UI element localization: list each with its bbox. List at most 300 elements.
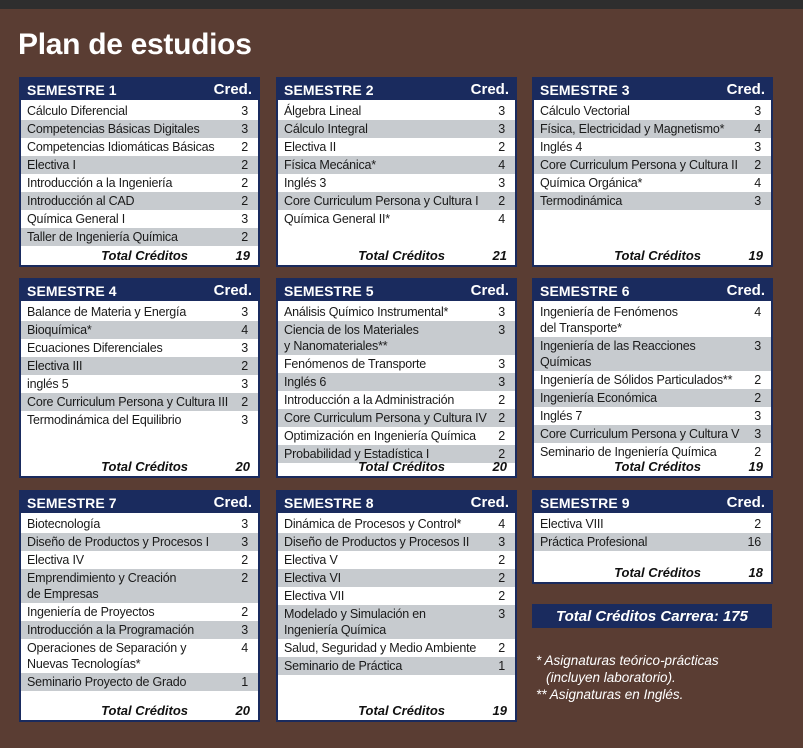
course-name-cell — [284, 175, 485, 191]
course-name: Física Mecánica* — [284, 158, 376, 172]
course-credits: 2 — [754, 517, 761, 531]
semester-title: SEMESTRE 5 — [284, 282, 374, 299]
course-credits: 3 — [241, 377, 248, 391]
course-name-cell — [284, 139, 485, 155]
course-credits: 2 — [241, 571, 248, 585]
footnote-1: * Asignaturas teórico-prácticas — [536, 653, 719, 668]
semester-title: SEMESTRE 1 — [27, 81, 117, 98]
semester-card — [532, 490, 773, 584]
course-row — [534, 533, 771, 551]
course-name: Salud, Seguridad y Medio Ambiente — [284, 641, 477, 655]
course-name-cell — [27, 622, 228, 638]
course-credits: 3 — [498, 375, 505, 389]
course-row — [21, 639, 258, 673]
course-credits: 2 — [241, 158, 248, 172]
course-credits: 2 — [754, 391, 761, 405]
course-credits: 3 — [754, 140, 761, 154]
course-credits: 2 — [754, 445, 761, 459]
course-credits: 3 — [498, 176, 505, 190]
semester-total — [278, 456, 515, 476]
course-name-cell — [540, 426, 741, 442]
course-row — [21, 102, 258, 120]
course-name-cell — [540, 175, 741, 191]
total-value: 19 — [235, 247, 250, 263]
semester-title: SEMESTRE 2 — [284, 81, 374, 98]
course-row — [278, 391, 515, 409]
course-name: Electiva III — [27, 359, 83, 373]
course-row — [21, 303, 258, 321]
course-row — [534, 425, 771, 443]
course-name: Análisis Químico Instrumental* — [284, 305, 449, 319]
credits-header: Cred. — [213, 81, 252, 98]
course-name: Competencias Básicas Digitales — [27, 122, 200, 136]
total-label: Total Créditos — [614, 564, 701, 580]
course-row — [278, 321, 515, 355]
semester-total — [21, 456, 258, 476]
course-credits: 4 — [498, 212, 505, 226]
course-name: Core Curriculum Persona y Cultura II — [540, 158, 738, 172]
course-row — [21, 357, 258, 375]
course-row — [21, 515, 258, 533]
course-name: Introducción al CAD — [27, 194, 135, 208]
course-row — [278, 409, 515, 427]
course-row — [21, 174, 258, 192]
course-name-cell — [540, 372, 741, 388]
course-row — [21, 569, 258, 603]
course-row — [534, 138, 771, 156]
course-row — [278, 102, 515, 120]
course-credits: 3 — [498, 323, 505, 337]
course-credits: 2 — [498, 571, 505, 585]
course-name-line2: Químicas — [540, 355, 592, 369]
course-row — [278, 533, 515, 551]
course-credits: 3 — [241, 104, 248, 118]
credits-header: Cred. — [726, 494, 765, 511]
total-label: Total Créditos — [614, 247, 701, 263]
course-name-cell — [27, 121, 228, 137]
course-row — [21, 393, 258, 411]
course-credits: 2 — [241, 605, 248, 619]
course-name-cell — [284, 410, 487, 426]
course-name-cell — [540, 534, 741, 550]
course-name-line2: y Nanomateriales** — [284, 339, 388, 353]
course-credits: 2 — [241, 194, 248, 208]
semester-card — [532, 77, 773, 267]
total-label: Total Créditos — [358, 702, 445, 718]
course-list — [534, 301, 771, 461]
course-credits: 2 — [498, 447, 505, 461]
semester-total — [278, 700, 515, 720]
course-name: Electiva II — [284, 140, 336, 154]
course-name-cell — [27, 640, 228, 672]
course-row — [21, 138, 258, 156]
course-name-cell — [540, 103, 741, 119]
course-credits: 2 — [241, 553, 248, 567]
course-name-cell — [27, 394, 228, 410]
course-row — [21, 551, 258, 569]
course-row — [21, 375, 258, 393]
total-value: 19 — [748, 247, 763, 263]
course-row — [278, 373, 515, 391]
total-label: Total Créditos — [614, 458, 701, 474]
course-credits: 2 — [241, 176, 248, 190]
semester-title: SEMESTRE 7 — [27, 494, 117, 511]
course-row — [21, 321, 258, 339]
course-name: Inglés 6 — [284, 375, 327, 389]
course-credits: 3 — [241, 305, 248, 319]
semester-header — [21, 79, 258, 100]
course-name: Electiva IV — [27, 553, 84, 567]
course-credits: 2 — [241, 140, 248, 154]
course-name: Introducción a la Administración — [284, 393, 455, 407]
course-name-cell — [540, 338, 741, 370]
total-value: 20 — [235, 458, 250, 474]
course-name-cell — [284, 304, 485, 320]
course-row — [21, 210, 258, 228]
course-name-line2: del Transporte* — [540, 321, 622, 335]
course-name-cell — [27, 340, 228, 356]
course-name: Cálculo Vectorial — [540, 104, 630, 118]
semester-card — [19, 490, 260, 722]
course-list — [21, 100, 258, 246]
course-name: Competencias Idiomáticas Básicas — [27, 140, 215, 154]
course-name: Core Curriculum Persona y Cultura I — [284, 194, 479, 208]
course-name-cell — [27, 552, 228, 568]
semester-header — [278, 280, 515, 301]
course-name: Cálculo Integral — [284, 122, 368, 136]
course-name: Modelado y Simulación en — [284, 607, 426, 621]
course-name: Ingeniería de las Reacciones — [540, 339, 696, 353]
page-title: Plan de estudios — [18, 28, 252, 61]
course-name-cell — [27, 103, 228, 119]
course-name: Introducción a la Ingeniería — [27, 176, 173, 190]
course-name: inglés 5 — [27, 377, 69, 391]
course-credits: 3 — [498, 122, 505, 136]
credits-header: Cred. — [726, 282, 765, 299]
course-name: Química Orgánica* — [540, 176, 643, 190]
course-name: Diseño de Productos y Procesos I — [27, 535, 209, 549]
course-name-cell — [284, 570, 485, 586]
course-credits: 2 — [241, 230, 248, 244]
course-credits: 2 — [498, 140, 505, 154]
semester-total — [21, 700, 258, 720]
course-row — [278, 551, 515, 569]
credits-header: Cred. — [470, 282, 509, 299]
course-list — [534, 100, 771, 210]
course-name-cell — [27, 304, 228, 320]
course-row — [534, 174, 771, 192]
course-credits: 3 — [498, 607, 505, 621]
course-name: Seminario de Práctica — [284, 659, 403, 673]
semester-header — [21, 280, 258, 301]
course-name-cell — [27, 674, 228, 690]
course-row — [278, 605, 515, 639]
course-name: Probabilidad y Estadística I — [284, 447, 430, 461]
course-name: Ingeniería de Fenómenos — [540, 305, 678, 319]
course-credits: 3 — [241, 535, 248, 549]
course-name-cell — [284, 392, 485, 408]
total-value: 18 — [748, 564, 763, 580]
semester-header — [278, 492, 515, 513]
course-row — [278, 639, 515, 657]
course-row — [21, 156, 258, 174]
course-credits: 3 — [241, 341, 248, 355]
course-row — [278, 174, 515, 192]
course-credits: 2 — [498, 194, 505, 208]
semester-total — [278, 245, 515, 265]
course-credits: 1 — [498, 659, 505, 673]
course-name: Ingeniería Económica — [540, 391, 657, 405]
course-row — [278, 210, 515, 228]
course-name: Inglés 4 — [540, 140, 583, 154]
total-label: Total Créditos — [101, 247, 188, 263]
course-name: Electiva VII — [284, 589, 345, 603]
course-row — [21, 120, 258, 138]
course-name-cell — [284, 121, 485, 137]
course-list — [21, 513, 258, 691]
course-row — [278, 120, 515, 138]
course-row — [21, 339, 258, 357]
course-credits: 3 — [754, 104, 761, 118]
course-name: Emprendimiento y Creación — [27, 571, 177, 585]
semester-total — [21, 245, 258, 265]
course-credits: 2 — [241, 395, 248, 409]
course-name-cell — [27, 139, 228, 155]
course-name: Álgebra Lineal — [284, 104, 362, 118]
course-credits: 4 — [241, 641, 248, 655]
course-name-cell — [284, 516, 485, 532]
course-credits: 4 — [498, 158, 505, 172]
course-credits: 3 — [754, 409, 761, 423]
course-name-cell — [540, 408, 741, 424]
course-credits: 4 — [754, 305, 761, 319]
course-row — [278, 569, 515, 587]
course-name: Ingeniería de Proyectos — [27, 605, 155, 619]
course-row — [534, 192, 771, 210]
course-name: Taller de Ingeniería Química — [27, 230, 178, 244]
course-name-cell — [284, 356, 485, 372]
semester-header — [278, 79, 515, 100]
course-name-cell — [284, 640, 485, 656]
course-name-cell — [27, 322, 228, 338]
course-credits: 4 — [754, 122, 761, 136]
course-name-cell — [284, 606, 485, 638]
course-row — [21, 228, 258, 246]
total-label: Total Créditos — [101, 458, 188, 474]
course-name-cell — [540, 139, 741, 155]
course-row — [21, 192, 258, 210]
course-name-cell — [284, 428, 485, 444]
course-name: Diseño de Productos y Procesos II — [284, 535, 470, 549]
course-row — [534, 337, 771, 371]
course-name-cell — [27, 211, 228, 227]
course-name-cell — [284, 157, 485, 173]
course-name-cell — [27, 534, 228, 550]
semester-card — [532, 278, 773, 478]
course-name: Química General I — [27, 212, 126, 226]
course-row — [21, 411, 258, 429]
course-name-cell — [284, 193, 485, 209]
course-row — [534, 407, 771, 425]
course-name: Electiva I — [27, 158, 76, 172]
course-row — [21, 621, 258, 639]
course-name: Fenómenos de Transporte — [284, 357, 427, 371]
footnote-1-cont: (incluyen laboratorio). — [546, 670, 676, 685]
course-name-cell — [284, 552, 485, 568]
course-name: Electiva V — [284, 553, 338, 567]
course-name: Cálculo Diferencial — [27, 104, 128, 118]
course-name-cell — [284, 658, 485, 674]
course-name-cell — [27, 193, 228, 209]
semester-total — [534, 562, 771, 582]
total-label: Total Créditos — [358, 458, 445, 474]
course-name-line2: Ingeniería Química — [284, 623, 387, 637]
course-name: Introducción a la Programación — [27, 623, 195, 637]
semester-card — [276, 278, 517, 478]
course-name-cell — [27, 229, 228, 245]
course-row — [278, 192, 515, 210]
course-name: Bioquímica* — [27, 323, 92, 337]
course-credits: 2 — [498, 411, 505, 425]
course-row — [534, 156, 771, 174]
course-name-cell — [540, 304, 741, 336]
course-credits: 3 — [241, 413, 248, 427]
course-name-cell — [284, 374, 485, 390]
semester-card — [276, 490, 517, 722]
course-row — [534, 120, 771, 138]
course-name-cell — [540, 516, 741, 532]
semester-card — [276, 77, 517, 267]
course-name: Práctica Profesional — [540, 535, 648, 549]
semester-total — [534, 245, 771, 265]
course-row — [278, 587, 515, 605]
course-name-cell — [540, 157, 741, 173]
course-name-cell — [27, 412, 228, 428]
semester-title: SEMESTRE 8 — [284, 494, 374, 511]
course-credits: 3 — [754, 339, 761, 353]
course-name: Balance de Materia y Energía — [27, 305, 187, 319]
semester-title: SEMESTRE 6 — [540, 282, 630, 299]
course-credits: 3 — [498, 305, 505, 319]
total-label: Total Créditos — [101, 702, 188, 718]
course-name: Biotecnología — [27, 517, 101, 531]
course-name: Física, Electricidad y Magnetismo* — [540, 122, 725, 136]
course-row — [21, 673, 258, 691]
total-value: 21 — [492, 247, 507, 263]
course-list — [278, 301, 515, 463]
course-name-cell — [27, 570, 228, 602]
course-row — [534, 303, 771, 337]
course-row — [534, 371, 771, 389]
course-credits: 3 — [241, 623, 248, 637]
semester-header — [534, 492, 771, 513]
course-name: Química General II* — [284, 212, 390, 226]
course-credits: 3 — [754, 427, 761, 441]
course-name-cell — [284, 534, 485, 550]
course-row — [278, 657, 515, 675]
course-credits: 2 — [498, 589, 505, 603]
course-name-line2: Nuevas Tecnologías* — [27, 657, 141, 671]
course-name-cell — [284, 103, 485, 119]
course-row — [278, 303, 515, 321]
semester-header — [534, 79, 771, 100]
footnotes — [536, 652, 719, 703]
course-name-cell — [284, 322, 485, 354]
course-name: Optimización en Ingeniería Química — [284, 429, 476, 443]
course-row — [534, 389, 771, 407]
course-name-line2: de Empresas — [27, 587, 99, 601]
course-name: Inglés 7 — [540, 409, 583, 423]
course-name: Seminario Proyecto de Grado — [27, 675, 187, 689]
semester-card — [19, 77, 260, 267]
course-credits: 4 — [498, 517, 505, 531]
semester-title: SEMESTRE 9 — [540, 494, 630, 511]
course-credits: 2 — [241, 359, 248, 373]
course-credits: 16 — [747, 535, 761, 549]
course-name: Ecuaciones Diferenciales — [27, 341, 163, 355]
semester-header — [534, 280, 771, 301]
course-name: Termodinámica — [540, 194, 623, 208]
total-value: 19 — [492, 702, 507, 718]
course-name-cell — [27, 604, 228, 620]
course-row — [278, 355, 515, 373]
credits-header: Cred. — [726, 81, 765, 98]
course-row — [278, 138, 515, 156]
course-name-cell — [27, 376, 228, 392]
course-name-cell — [540, 390, 741, 406]
total-value: 19 — [748, 458, 763, 474]
grand-total: Total Créditos Carrera: 175 — [532, 604, 772, 628]
course-name: Inglés 3 — [284, 176, 327, 190]
course-credits: 3 — [241, 122, 248, 136]
total-label: Total Créditos — [358, 247, 445, 263]
course-row — [278, 427, 515, 445]
course-name: Ingeniería de Sólidos Particulados** — [540, 373, 733, 387]
course-list — [278, 513, 515, 675]
footnote-2: ** Asignaturas en Inglés. — [536, 687, 684, 702]
course-row — [534, 515, 771, 533]
course-name-cell — [284, 588, 485, 604]
course-name: Dinámica de Procesos y Control* — [284, 517, 462, 531]
semester-card — [19, 278, 260, 478]
course-credits: 2 — [498, 641, 505, 655]
semester-total — [534, 456, 771, 476]
course-credits: 1 — [241, 675, 248, 689]
course-credits: 2 — [754, 373, 761, 387]
course-credits: 2 — [498, 553, 505, 567]
course-row — [21, 533, 258, 551]
course-credits: 3 — [498, 357, 505, 371]
course-credits: 3 — [498, 535, 505, 549]
credits-header: Cred. — [470, 81, 509, 98]
course-name-cell — [27, 358, 228, 374]
course-name-cell — [540, 121, 741, 137]
course-name: Electiva VI — [284, 571, 341, 585]
semester-header — [21, 492, 258, 513]
course-credits: 4 — [241, 323, 248, 337]
course-credits: 3 — [498, 104, 505, 118]
course-name-cell — [284, 211, 485, 227]
course-row — [534, 102, 771, 120]
course-name-cell — [540, 193, 741, 209]
course-name: Operaciones de Separación y — [27, 641, 187, 655]
course-list — [21, 301, 258, 429]
course-name: Core Curriculum Persona y Cultura IV — [284, 411, 487, 425]
course-name: Ciencia de los Materiales — [284, 323, 419, 337]
course-name: Seminario de Ingeniería Química — [540, 445, 717, 459]
course-name-cell — [27, 157, 228, 173]
total-value: 20 — [235, 702, 250, 718]
